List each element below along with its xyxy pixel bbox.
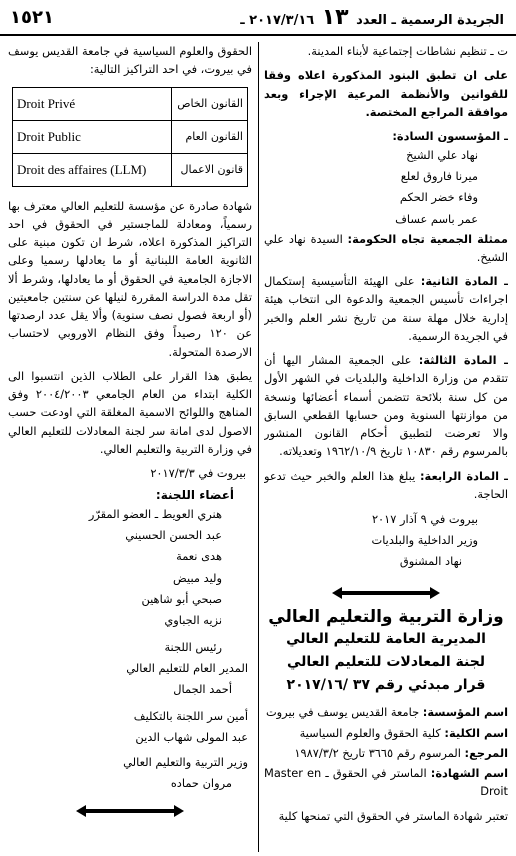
chair-subtitle: المدير العام للتعليم العالي (126, 660, 248, 675)
member-name: نزيه الجباوي (164, 612, 222, 627)
institution (264, 703, 508, 721)
reference-label: المرجع: (464, 745, 508, 760)
faculty-label: اسم الكلية: (444, 725, 508, 740)
certificate-text: الماستر في الحقوق ـ Master en Droit (264, 766, 508, 799)
article-4-text: يبلغ هذا العلم والخبر حيث تدعو الحاجة. (264, 468, 508, 501)
founder-name: عمر باسم عساف (395, 211, 478, 226)
founder-name: ميرنا فاروق لعلع (400, 169, 478, 184)
member-name: صبحي أبو شاهين (141, 591, 222, 606)
minister-block (8, 752, 252, 794)
column-rule (258, 42, 259, 852)
left-column (8, 42, 252, 852)
chair-block (8, 637, 252, 700)
founders-list (264, 145, 508, 229)
journal-title (240, 5, 504, 30)
certificate-label: اسم الشهادة: (430, 766, 508, 781)
table-cell-ar: القانون الخاص (172, 87, 248, 120)
page-header (0, 0, 516, 36)
founders-title: ـ المؤسسون السادة: (392, 129, 508, 143)
founder-name: نهاد علي الشيخ (406, 148, 478, 163)
minister-name: مروان حماده (170, 776, 232, 791)
left-paragraph-2: شهادة صادرة عن مؤسسة للتعليم العالي معترف بها رسمياً، ومعادلة للماجستير في الحقوق في احد التراكيز المذكورة اعلاه، شرط ان تكون مبنية على الثانوية العامة اللبنانية أو ما يعادلها رسميا وعلى الاجازة الجامعية في الحقوق أو ما يعادلها، وشرط ألا تقل مدة الدراسة المقررة لنيلها عن سنتين جامعيتين (أو اربعة فصول نصف سنوية) وألا يقل عدد ارصدتها عن ١٢٠ رصيداً وفق النظام الاوروبي لاحتساب الارصدة المتحولة. (8, 198, 252, 359)
table-cell-fr: Droit Public (13, 120, 172, 153)
journal-name: الجريدة الرسمية ـ العدد (356, 12, 504, 28)
member-name: هنري العويط ـ العضو المقرّر (88, 507, 222, 522)
chair-title: رئيس اللجنة (164, 639, 222, 654)
certificate (264, 764, 508, 801)
left-paragraph-1: الحقوق والعلوم السياسية في جامعة القديس يوسف في بيروت، في احد التراكيز التالية: (8, 44, 252, 77)
founder-name: وفاء خضر الحكم (399, 190, 478, 205)
reference-text: المرسوم رقم ٣٦٦٥ تاريخ ١٩٨٧/٣/٢ (294, 745, 465, 760)
article-4 (264, 467, 508, 504)
secretary-title: أمين سر اللجنة بالتكليف (133, 709, 248, 724)
signature-block (264, 509, 508, 572)
section-divider (264, 580, 508, 599)
directorate-heading: المديرية العامة للتعليم العالي (286, 631, 486, 648)
article-3-label: ـ المادة الثالثة: (418, 353, 508, 368)
article-3-text: على الجمعية المشار اليها أن تتقدم من وزارة الداخلية والبلديات في الشهر الأول من كل سنة بلائحة تتضمن أسماء أعضائها ونسخة من موازنتها السنوية ومن حسابها القطعي السابق والا تعرضت لتطبيق أحكام القانون المنشور بالمرسوم رقم ١٠٨٣٠ تاريخ ١٩٦٢/١٠/٩ وتعديلاته. (264, 353, 508, 459)
faculty-text: كلية الحقوق والعلوم السياسية (299, 725, 445, 740)
intro-line: ت ـ تنظيم نشاطات إجتماعية لأبناء المدينة. (307, 44, 508, 58)
right-column (264, 42, 508, 852)
ministry-heading: وزارة التربية والتعليم العالي (268, 607, 504, 628)
institution-text: جامعة القديس يوسف في بيروت (265, 705, 423, 720)
article-2 (264, 272, 508, 345)
chair-name: أحمد الجمال (173, 682, 232, 696)
members-list (8, 504, 252, 631)
signature-title: وزير الداخلية والبلديات (371, 533, 478, 548)
article-2-text: على الهيئة التأسيسية إستكمال اجراءات تأسيس الجمعية والدعوة الى انتخاب هيئة إدارية خلال مهلة سنة من تاريخ نشر العلم والخبر في الجريدة الرسمية. (264, 274, 508, 343)
signature-place-date: بيروت في ٩ آذار ٢٠١٧ (371, 512, 478, 527)
table-cell-fr: Droit des affaires (LLM) (13, 153, 172, 186)
table-row (13, 87, 248, 120)
decision-number: قرار مبدئي رقم ٣٧ /٢٠١٧/١٦ (286, 677, 486, 694)
signature-name: نهاد المشنوق (399, 554, 462, 569)
member-name: عبد الحسن الحسيني (125, 528, 222, 543)
left-paragraph-3: يطبق هذا القرار على الطلاب الذين انتسبوا الى الكلية ابتداء من العام الجامعي ٢٠٠٤/٢٠٠٣ وفق المناهج واللوائح الاسمية المغلقة التي اودعت حسب الاصول لدى امانة سر لجنة المعادلات للتعليم العالي في وزارة التربية والتعليم العالي. (8, 368, 252, 456)
approval-clause: على ان تطبق البنود المذكورة اعلاه وفقا للقوانين والأنظمة المرعية الإجراء وبعد موافقة المراجع المختصة. (264, 68, 508, 119)
member-name: وليد مبيض (173, 570, 222, 585)
tail-text: تعتبر شهادة الماستر في الحقوق التي تمنحها كلية (278, 808, 508, 823)
rep-text: السيدة نهاد علي الشيخ. (264, 231, 508, 264)
table-cell-ar: القانون العام (172, 120, 248, 153)
secretary-block (8, 706, 252, 748)
table-cell-ar: قانون الاعمال (172, 153, 248, 186)
table-row (13, 153, 248, 186)
member-name: هدى نعمة (176, 549, 222, 564)
minister-title: وزير التربية والتعليم العالي (123, 755, 248, 770)
secretary-name: عبد المولى شهاب الدين (135, 730, 248, 745)
article-3 (264, 351, 508, 461)
reference (264, 744, 508, 762)
table-row (13, 120, 248, 153)
concentrations-table (12, 87, 248, 187)
issue-number: ١٣ (321, 4, 349, 30)
page-number: ١٥٢١ (10, 6, 54, 28)
article-4-label: ـ المادة الرابعة: (419, 468, 508, 483)
members-title: أعضاء اللجنة: (155, 488, 234, 503)
rep-label: ممثلة الجمعية تجاه الحكومة: (347, 231, 508, 246)
committee-date: بيروت في ٢٠١٧/٣/٣ (150, 466, 246, 480)
faculty (264, 724, 508, 742)
article-2-label: ـ المادة الثانية: (420, 274, 508, 289)
table-cell-fr: Droit Privé (13, 87, 172, 120)
section-divider (8, 798, 252, 817)
issue-date: ٢٠١٧/٣/١٦ ـ (240, 12, 315, 28)
representative (264, 230, 508, 267)
institution-label: اسم المؤسسة: (422, 705, 508, 720)
committee-heading: لجنة المعادلات للتعليم العالي (286, 654, 486, 671)
